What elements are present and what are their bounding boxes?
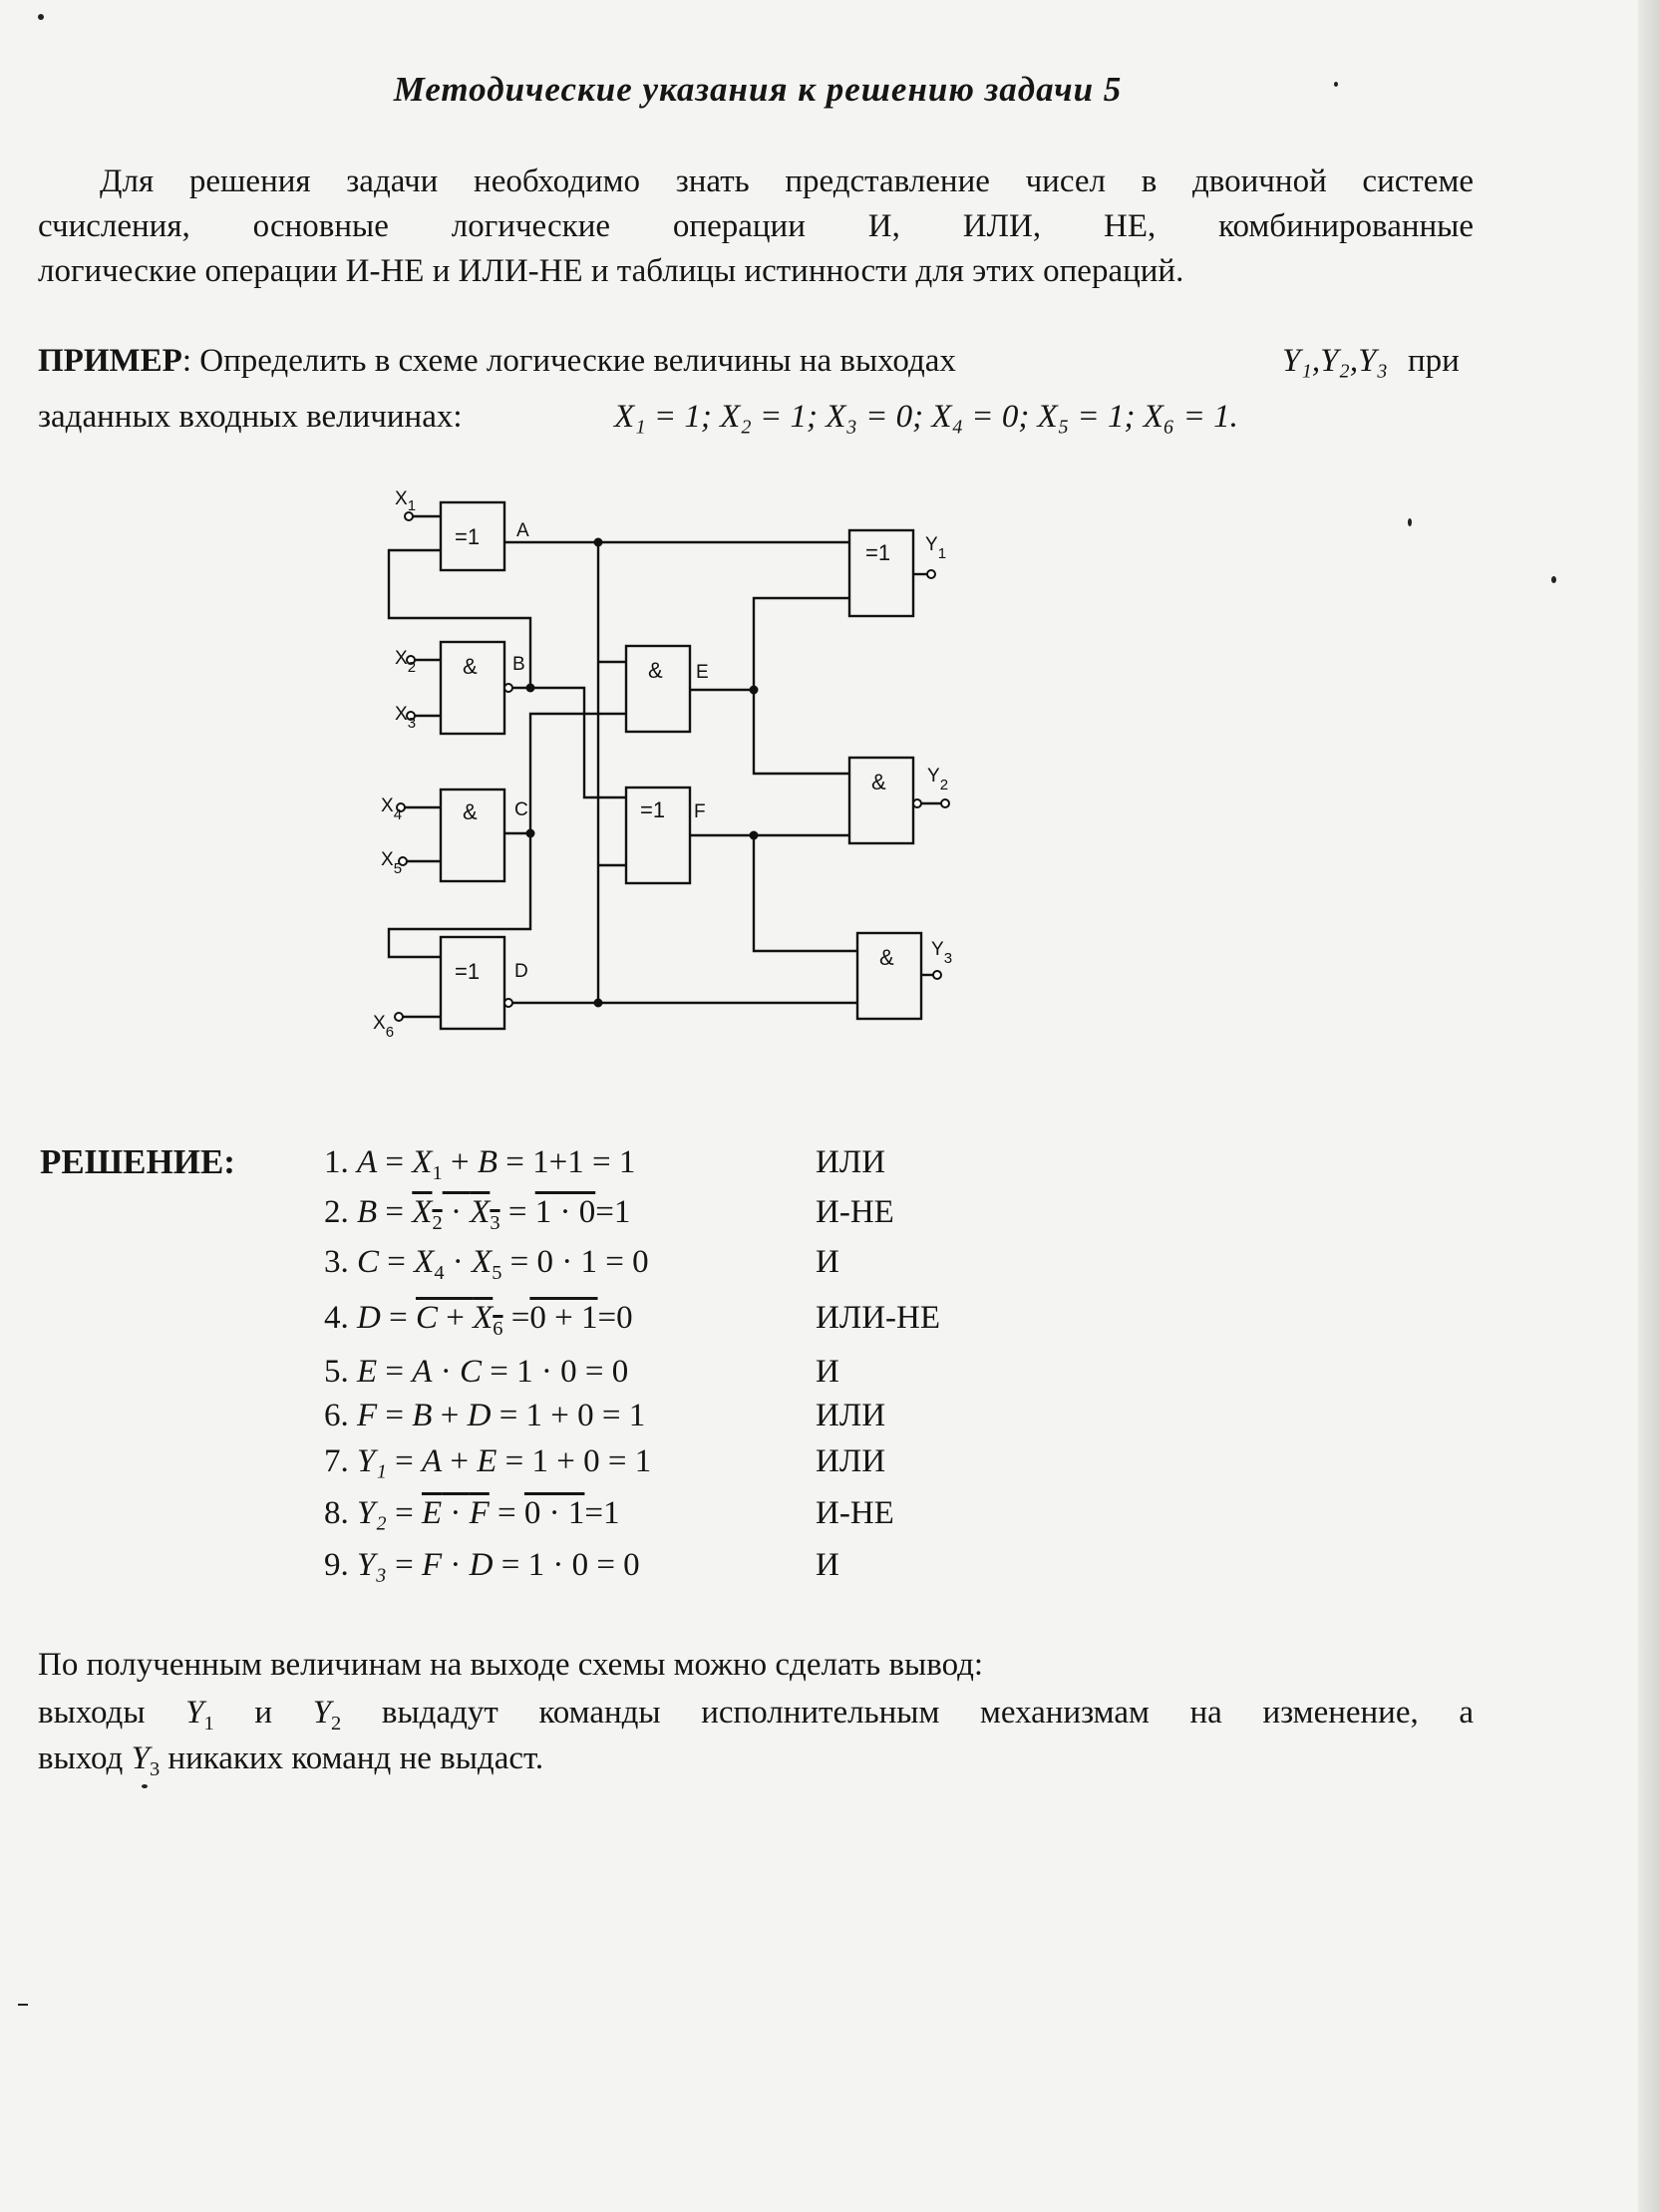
step-number: 8. bbox=[324, 1495, 349, 1531]
input-X3-label: $X_3$ bbox=[395, 704, 417, 732]
node-D-label: D bbox=[514, 961, 528, 982]
node-C-label: C bbox=[514, 799, 528, 820]
intro-line-1: Для решения задачи необходимо знать представление чисел в двоичной системе bbox=[100, 163, 1474, 199]
scan-speck bbox=[38, 14, 44, 20]
input-X4-label: $X_4$ bbox=[381, 795, 403, 823]
solution-step-8: 8. Y₂ = E · F = 0 · 1=1 bbox=[324, 1495, 620, 1531]
step-number: 9. bbox=[324, 1547, 349, 1583]
example-label: ПРИМЕР bbox=[38, 343, 182, 379]
solution-step-1: 1. $A = X_1 + B = 1+1 = 1$ bbox=[324, 1144, 636, 1185]
step-number: 7. bbox=[324, 1443, 349, 1479]
output-Y3-label: $Y_3$ bbox=[931, 939, 953, 967]
solution-op-6: ИЛИ bbox=[816, 1398, 886, 1433]
gate-B-symbol: & bbox=[463, 654, 478, 679]
step-lhs: Y₁ bbox=[357, 1443, 387, 1479]
gate-F-symbol: =1 bbox=[640, 797, 666, 822]
step-number: 1. bbox=[324, 1144, 349, 1180]
scan-speck bbox=[1551, 576, 1556, 583]
intro-line-3: логические операции И-НЕ и ИЛИ-НЕ и таблицы истинности для этих операций. bbox=[38, 253, 1184, 289]
gate-Y1-symbol: =1 bbox=[865, 540, 891, 565]
step-lhs: Y₂ bbox=[357, 1495, 387, 1531]
solution-op-1: ИЛИ bbox=[816, 1144, 886, 1180]
conclusion-line-2: выходы $Y_1$ и $Y_2$ выдадут команды исполнительным механизмам на изменение, а bbox=[38, 1695, 1475, 1736]
solution-step-5: 5. E = A · C = 1 · 0 = 0 bbox=[324, 1354, 629, 1390]
gate-E-symbol: & bbox=[648, 658, 663, 683]
output-Y2-label: $Y_2$ bbox=[927, 766, 949, 793]
example-line1-end: при bbox=[1408, 343, 1460, 379]
step-number: 2. bbox=[324, 1194, 349, 1230]
node-E-label: E bbox=[696, 662, 709, 683]
conclusion-line-1: По полученным величинам на выходе схемы можно сделать вывод: bbox=[38, 1647, 984, 1683]
step-lhs: D bbox=[357, 1300, 381, 1336]
solution-op-9: И bbox=[816, 1547, 839, 1583]
step-lhs: A bbox=[357, 1144, 378, 1180]
scan-speck bbox=[1408, 518, 1412, 526]
solution-op-4: ИЛИ-НЕ bbox=[816, 1300, 941, 1336]
page-title: Методические указания к решению задачи 5 bbox=[393, 70, 1123, 109]
example-inputs: X₁ = 1; X₂ = 1; X₃ = 0; X₄ = 0; X₅ = 1; X₆ = 1. bbox=[614, 399, 1238, 435]
logic-circuit bbox=[359, 478, 997, 1057]
step-number: 6. bbox=[324, 1398, 349, 1433]
solution-step-7: 7. Y₁ = A + E = 1 + 0 = 1 bbox=[324, 1443, 652, 1479]
node-B-label: B bbox=[512, 654, 525, 675]
example-text: : Определить в схеме логические величины на выходах bbox=[181, 343, 956, 379]
conclusion-line-3: выход $Y_3$ никаких команд не выдаст. bbox=[38, 1740, 544, 1781]
step-number: 5. bbox=[324, 1354, 349, 1390]
step-lhs: F bbox=[357, 1398, 378, 1433]
solution-step-3: 3. $C = X_4 \cdot X_5 = 0 \cdot 1 = 0$ bbox=[324, 1244, 649, 1285]
solution-op-8: И-НЕ bbox=[816, 1495, 894, 1531]
solution-label: РЕШЕНИЕ: bbox=[40, 1142, 235, 1181]
intro-line-2: счисления, основные логические операции И, ИЛИ, НЕ, комбинированные bbox=[38, 208, 1474, 244]
scan-speck bbox=[18, 2004, 28, 2006]
input-X2-label: $X_2$ bbox=[395, 648, 417, 676]
gate-A-symbol: =1 bbox=[455, 524, 481, 549]
scan-speck bbox=[1334, 82, 1338, 87]
input-X6-label: $X_6$ bbox=[373, 1013, 395, 1041]
solution-step-2: 2. $B = X_2 \cdot X_3 = 1 \cdot 0=1$ bbox=[324, 1194, 631, 1235]
gate-D-symbol: =1 bbox=[455, 959, 481, 984]
gate-Y3-symbol: & bbox=[879, 945, 894, 970]
node-F-label: F bbox=[694, 801, 706, 822]
scan-speck bbox=[142, 1784, 148, 1788]
scan-page-edge bbox=[1638, 0, 1660, 2212]
gate-C-symbol: & bbox=[463, 799, 478, 824]
step-lhs: C bbox=[357, 1244, 380, 1280]
input-X1-label: $X_1$ bbox=[395, 488, 417, 514]
node-A-label: A bbox=[516, 520, 529, 541]
output-Y1-label: $Y_1$ bbox=[925, 534, 947, 562]
gate-Y2-symbol: & bbox=[871, 770, 886, 794]
solution-step-6: 6. F = B + D = 1 + 0 = 1 bbox=[324, 1398, 646, 1433]
example-line2-text: заданных входных величинах: bbox=[38, 399, 463, 435]
step-number: 4. bbox=[324, 1300, 349, 1336]
example-line-1 bbox=[38, 339, 1474, 384]
step-lhs: E bbox=[357, 1354, 378, 1390]
solution-step-4: 4. $D = C + X_6 =0 + 1=0$ bbox=[324, 1300, 633, 1341]
step-lhs: B bbox=[357, 1194, 378, 1230]
solution-op-5: И bbox=[816, 1354, 839, 1390]
input-X5-label: $X_5$ bbox=[381, 849, 403, 877]
example-outputs: Y₁,Y₂,Y₃ bbox=[1282, 343, 1388, 379]
solution-op-2: И-НЕ bbox=[816, 1194, 894, 1230]
solution-op-3: И bbox=[816, 1244, 839, 1280]
step-lhs: Y₃ bbox=[357, 1547, 387, 1583]
example-line-2 bbox=[38, 395, 1474, 440]
solution-step-9: 9. Y₃ = F · D = 1 · 0 = 0 bbox=[324, 1547, 640, 1583]
step-number: 3. bbox=[324, 1244, 349, 1280]
solution-op-7: ИЛИ bbox=[816, 1443, 886, 1479]
